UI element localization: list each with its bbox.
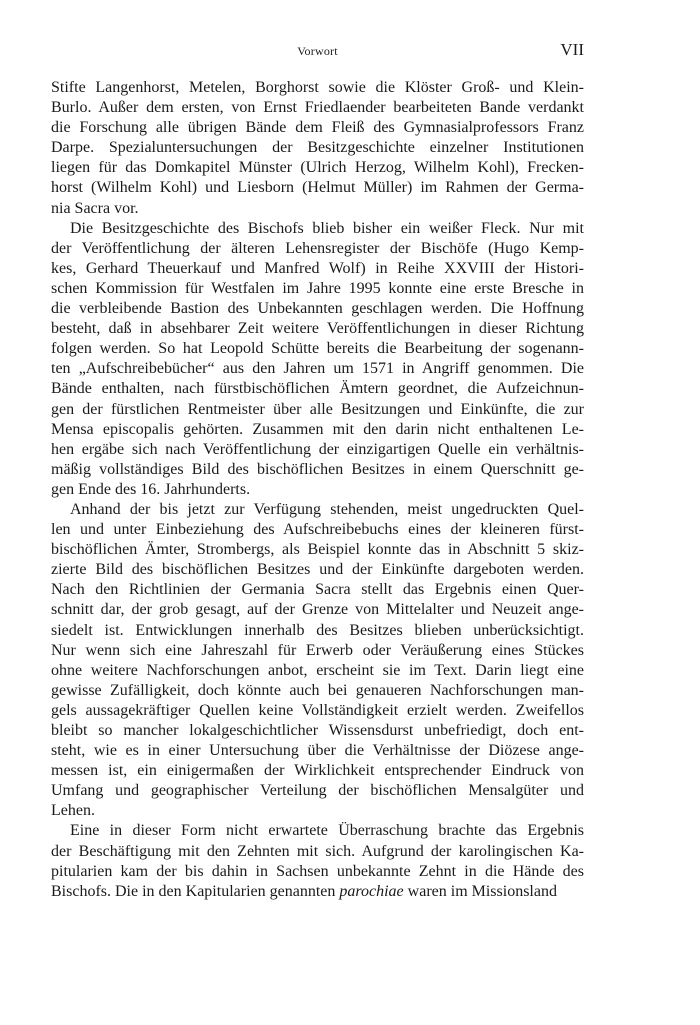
text-line: [51, 801, 584, 821]
text-line: [51, 721, 584, 741]
text-line: [51, 178, 584, 198]
text-segment: steht, wie es in einer Untersuchung über die Verhältnisse der Diözese ange-: [51, 742, 584, 760]
text-line: [51, 761, 584, 781]
text-segment: bleibt so mancher lokalgeschichtlicher Wissensdurst unbefriedigt, doch ent-: [51, 722, 584, 739]
text-line: [51, 882, 584, 902]
text-line: [51, 641, 584, 661]
text-segment: waren im Missionsland: [403, 882, 557, 900]
text-line: [51, 500, 584, 520]
text-segment: Burlo. Außer dem ersten, von Ernst Friedlaender bearbeiteten Bande verdankt: [51, 99, 584, 117]
text-line: [51, 701, 584, 721]
paragraph: [51, 78, 584, 219]
text-segment: Umfang und geographischer Verteilung der bischöflichen Mensalgüter und: [51, 782, 584, 800]
text-segment: ohne weitere Nachforschungen anbot, erscheint sie im Text. Darin liegt eine: [51, 661, 584, 679]
text-line: [51, 420, 584, 440]
text-segment: gewisse Zufälligkeit, doch könnte auch bei genaueren Nachforschungen man-: [51, 681, 584, 699]
text-segment: Anhand der bis jetzt zur Verfügung stehenden, meist ungedruckten Quel-: [70, 500, 584, 518]
text-segment: Nur wenn sich eine Jahreszahl für Erwerb oder Veräußerung eines Stückes: [51, 641, 584, 659]
text-segment: Mensa episcopalis gehörten. Zusammen mit den darin nicht enthaltenen Le-: [51, 420, 584, 438]
text-segment: ten „Aufschreibebücher“ aus den Jahren um 1571 in Angriff genommen. Die: [51, 360, 584, 378]
italic-term: parochiae: [339, 882, 404, 900]
text-segment: len und unter Einbeziehung des Aufschreibebuchs eines der kleineren fürst-: [51, 521, 584, 539]
text-line: [51, 138, 584, 158]
text-line: [51, 681, 584, 701]
text-line: [51, 460, 584, 480]
text-segment: die verbleibende Bastion des Unbekannten geschlagen werden. Die Hoffnung: [51, 300, 584, 318]
text-segment: die Forschung alle übrigen Bände dem Fleiß des Gymnasialprofessors Franz: [51, 119, 584, 137]
text-segment: schen Kommission für Westfalen im Jahre 1995 konnte eine erste Bresche in: [51, 279, 584, 297]
text-line: [51, 299, 584, 319]
text-segment: Darpe. Spezialuntersuchungen der Besitzgeschichte einzelner Institutionen: [51, 139, 584, 157]
text-segment: besteht, daß in absehbarer Zeit weitere Veröffentlichungen in dieser Richtung: [51, 320, 584, 338]
text-segment: Die Besitzgeschichte des Bischofs blieb bisher ein weißer Fleck. Nur mit: [70, 219, 584, 237]
text-segment: Bischofs. Die in den Kapitularien genannten: [51, 882, 340, 900]
text-line: [51, 359, 584, 379]
text-line: [51, 821, 584, 841]
text-segment: schnitt dar, der grob gesagt, auf der Grenze von Mittelalter und Neuzeit ange-: [51, 601, 584, 619]
paragraph: [51, 500, 584, 822]
text-segment: kes, Gerhard Theuerkauf und Manfred Wolf) in Reihe XXVIII der Histori-: [51, 259, 584, 277]
text-segment: horst (Wilhelm Kohl) und Liesborn (Helmut Müller) im Rahmen der Germa-: [51, 179, 584, 197]
text-segment: gels aussagekräftiger Quellen keine Vollständigkeit erzielt werden. Zweifellos: [51, 701, 584, 719]
running-head: [51, 40, 584, 64]
text-segment: Stifte Langenhorst, Metelen, Borghorst sowie die Klöster Groß- und Klein-: [51, 79, 584, 96]
text-line: [51, 661, 584, 681]
text-line: [51, 158, 584, 178]
paragraph: [51, 821, 584, 901]
text-line: [51, 600, 584, 620]
text-segment: der Veröffentlichung der älteren Lehensregister der Bischöfe (Hugo Kemp-: [51, 239, 584, 257]
text-segment: hen ergäbe sich nach Veröffentlichung der einzigartigen Quelle ein verhältnis-: [51, 440, 584, 458]
text-line: [51, 339, 584, 359]
running-title: Vorwort: [297, 44, 338, 58]
paragraph: [51, 219, 584, 500]
text-segment: liegen für das Domkapitel Münster (Ulrich Herzog, Wilhelm Kohl), Frecken-: [51, 159, 584, 177]
text-line: [51, 78, 584, 98]
text-line: [51, 560, 584, 580]
book-page: [51, 40, 584, 902]
page-number: VII: [560, 40, 584, 59]
text-segment: zierte Bild des bischöflichen Besitzes und der Einkünfte dargeboten werden.: [51, 561, 584, 579]
text-line: [51, 520, 584, 540]
text-segment: messen ist, ein einigermaßen der Wirklichkeit entsprechender Eindruck von: [51, 762, 584, 780]
text-line: [51, 400, 584, 420]
text-line: [51, 862, 584, 882]
text-line: [51, 199, 584, 219]
text-segment: gen Ende des 16. Jahrhunderts.: [51, 480, 251, 498]
text-segment: mäßig vollständiges Bild des bischöflichen Besitzes in einem Querschnitt ge-: [51, 460, 584, 478]
text-line: [51, 279, 584, 299]
text-segment: gen der fürstlichen Rentmeister über alle Besitzungen und Einkünfte, die zur: [51, 400, 584, 418]
text-line: [51, 480, 584, 500]
text-line: [51, 219, 584, 239]
text-line: [51, 781, 584, 801]
text-line: [51, 540, 584, 560]
text-segment: nia Sacra vor.: [51, 199, 139, 217]
text-line: [51, 621, 584, 641]
text-segment: folgen werden. So hat Leopold Schütte bereits die Bearbeitung der sogenann-: [51, 340, 584, 358]
text-line: [51, 118, 584, 138]
text-segment: siedelt ist. Entwicklungen innerhalb des Besitzes blieben unberücksichtigt.: [51, 621, 584, 639]
text-segment: Bände enthalten, nach fürstbischöflichen Ämtern geordnet, die Aufzeichnun-: [51, 380, 584, 398]
text-line: [51, 440, 584, 460]
text-segment: der Beschäftigung mit den Zehnten mit sich. Aufgrund der karolingischen Ka-: [51, 842, 584, 860]
text-line: [51, 98, 584, 118]
text-line: [51, 580, 584, 600]
text-line: [51, 259, 584, 279]
text-segment: Eine in dieser Form nicht erwartete Überraschung brachte das Ergebnis: [70, 822, 584, 840]
text-line: [51, 239, 584, 259]
text-segment: bischöflichen Ämter, Strombergs, als Beispiel konnte das in Abschnitt 5 skiz-: [51, 541, 584, 559]
text-line: [51, 842, 584, 862]
text-line: [51, 741, 584, 761]
text-line: [51, 319, 584, 339]
text-segment: Lehen.: [51, 802, 95, 820]
text-segment: Nach den Richtlinien der Germania Sacra stellt das Ergebnis einen Quer-: [51, 581, 584, 599]
text-segment: pitularien kam der bis dahin in Sachsen unbekannte Zehnt in die Hände des: [51, 862, 584, 880]
body-text: [51, 78, 584, 902]
text-line: [51, 379, 584, 399]
